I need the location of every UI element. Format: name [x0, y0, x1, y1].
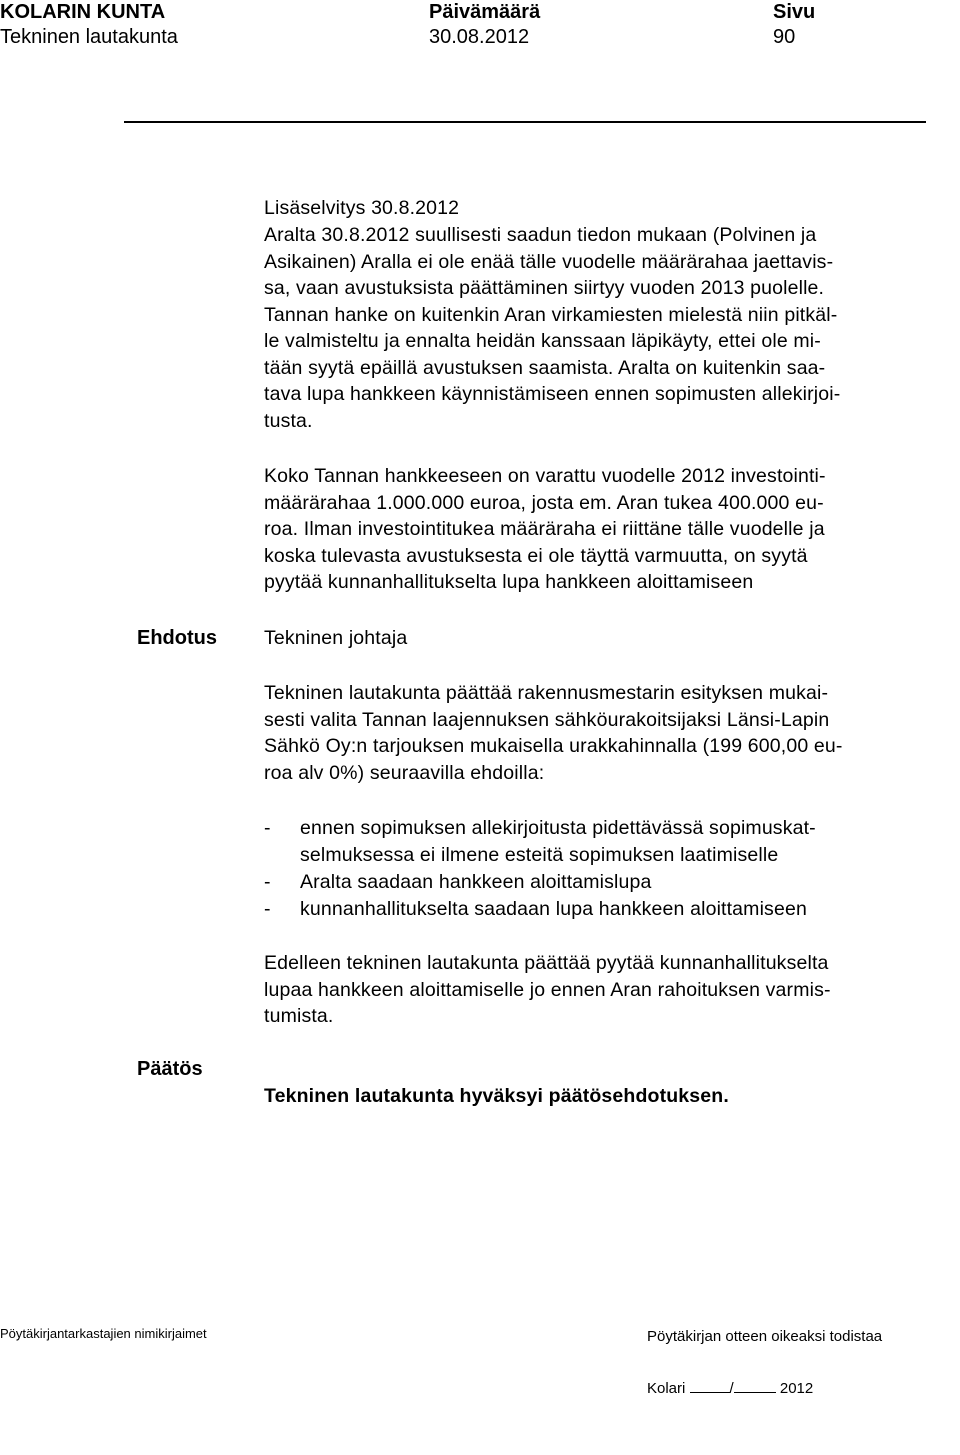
text-line: Aralta 30.8.2012 suullisesti saadun tiedon mukaan (Polvinen ja [264, 224, 817, 246]
text-line: tava lupa hankkeen käynnistämiseen ennen sopimusten allekirjoi- [264, 383, 841, 405]
koko-paragraph [264, 463, 826, 596]
text-line: Tekninen lautakunta päättää rakennusmestarin esityksen mukai- [264, 682, 829, 704]
lisaselvitys-title: Lisäselvitys 30.8.2012 [264, 197, 460, 219]
decision-text: Tekninen lautakunta hyväksyi päätösehdotuksen. [264, 1085, 729, 1107]
list-item [300, 869, 652, 896]
text-line: määrärahaa 1.000.000 euroa, josta em. Aran tukea 400.000 eu- [264, 491, 824, 514]
day-blank [690, 1378, 730, 1393]
text-line: lupaa hankkeen aloittamiselle jo ennen Aran rahoituksen varmis- [264, 978, 831, 1001]
list-item [300, 815, 816, 868]
date-value: 30.08.2012 [429, 26, 530, 48]
date-label: Päivämäärä [429, 1, 541, 23]
text-line: Asikainen) Aralla ei ole enää tälle vuodelle määrärahaa jaettavis- [264, 250, 834, 273]
list-item-dash: - [264, 817, 271, 839]
list-item [300, 896, 807, 923]
footer-slash: / [729, 1380, 734, 1397]
text-line: Edelleen tekninen lautakunta päättää pyytää kunnanhallitukselta [264, 952, 829, 974]
footer-place: Kolari [647, 1380, 686, 1397]
text-line: pyytää kunnanhallitukselta lupa hankkeen aloittamiseen [264, 571, 754, 593]
proposer: Tekninen johtaja [264, 627, 408, 649]
ehdotus-label: Ehdotus [137, 627, 217, 649]
text-line: tumista. [264, 1005, 334, 1027]
text-line: selmuksessa ei ilmene esteitä sopimuksen laatimiselle [300, 843, 779, 866]
text-line: Sähkö Oy:n tarjouksen mukaisella urakkahinnalla (199 600,00 eu- [264, 735, 843, 757]
text-line: Koko Tannan hankkeeseen on varattu vuodelle 2012 investointi- [264, 465, 826, 487]
footer-year: 2012 [779, 1380, 814, 1397]
footer-checkers-label: Pöytäkirjantarkastajien nimikirjaimet [0, 1326, 207, 1341]
list-item-dash: - [264, 871, 271, 893]
text-line: le valmisteltu ja ennalta heidän kanssaan läpikäyty, ettei ole mi- [264, 330, 821, 352]
text-line: roa alv 0%) seuraavilla ehdoilla: [264, 761, 545, 784]
department-name: Tekninen lautakunta [0, 26, 178, 48]
text-line: tään syytä epäillä avustuksen saamista. Aralta on kuitenkin saa- [264, 356, 826, 379]
text-line: kunnanhallitukselta saadaan lupa hankkeen aloittamiseen [300, 898, 807, 920]
footer-signature-line [647, 1378, 813, 1398]
list-item-dash: - [264, 898, 271, 920]
footer-certification-label: Pöytäkirjan otteen oikeaksi todistaa [647, 1328, 883, 1345]
month-blank [734, 1378, 776, 1393]
paatos-label: Päätös [137, 1058, 203, 1080]
page-label: Sivu [773, 1, 816, 23]
page-number: 90 [773, 26, 796, 48]
further-paragraph [264, 950, 831, 1030]
ehdotus-paragraph [264, 680, 843, 786]
org-name: KOLARIN KUNTA [0, 1, 166, 23]
text-line: sa, vaan avustuksista päättäminen siirtyy vuoden 2013 puolelle. [264, 277, 825, 299]
text-line: roa. Ilman investointitukea määräraha ei riittäne tälle vuodelle ja [264, 518, 825, 540]
lisaselvitys-paragraph [264, 222, 840, 434]
text-line: Tannan hanke on kuitenkin Aran virkamiesten mielestä niin pitkäl- [264, 303, 838, 326]
text-line: tusta. [264, 409, 313, 432]
text-line: sesti valita Tannan laajennuksen sähköurakoitsijaksi Länsi-Lapin [264, 708, 830, 731]
header-divider [124, 121, 926, 123]
text-line: ennen sopimuksen allekirjoitusta pidettävässä sopimuskat- [300, 817, 816, 839]
text-line: Aralta saadaan hankkeen aloittamislupa [300, 871, 652, 893]
text-line: koska tulevasta avustuksesta ei ole täyttä varmuutta, on syytä [264, 544, 808, 567]
